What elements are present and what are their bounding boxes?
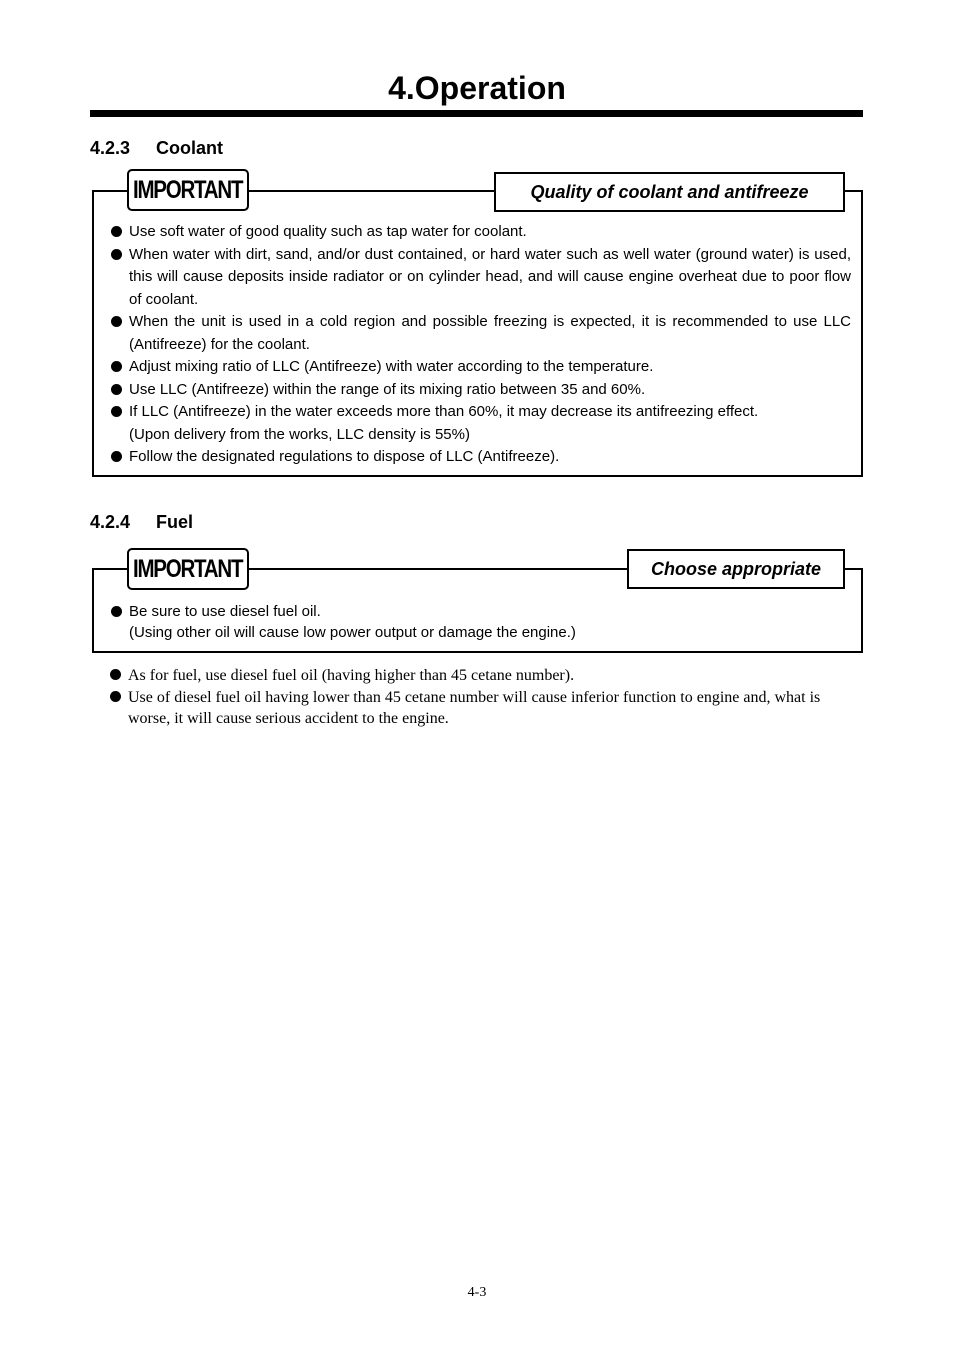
page-number: 4-3 xyxy=(467,1285,487,1300)
list-item: As for fuel, use diesel fuel oil (having higher than 45 cetane number). xyxy=(109,665,857,687)
important-tag-coolant: Quality of coolant and antifreeze xyxy=(494,172,845,212)
list-item xyxy=(110,401,851,446)
list-item-note: (Using other oil will cause low power output or damage the engine.) xyxy=(129,624,576,641)
list-item: Use of diesel fuel oil having lower than 45 cetane number will cause inferior function to engine and, what is worse, it will cause serious accident to the engine. xyxy=(109,687,857,730)
list-item-text: If LLC (Antifreeze) in the water exceeds more than 60%, it may decrease its antifreezing effect. xyxy=(129,403,759,420)
title-rule xyxy=(90,110,863,117)
list-item-text: Be sure to use diesel fuel oil. xyxy=(129,603,321,620)
important-badge xyxy=(127,548,249,590)
important-list-coolant xyxy=(110,221,851,469)
section-title: Coolant xyxy=(156,138,223,158)
section-number: 4.2.4 xyxy=(90,512,131,532)
list-item: When the unit is used in a cold region and possible freezing is expected, it is recommended to use LLC (Antifreeze) for the coolant. xyxy=(110,311,851,356)
section-heading-fuel xyxy=(90,512,193,533)
section-number: 4.2.3 xyxy=(90,138,131,158)
list-item: Use LLC (Antifreeze) within the range of its mixing ratio between 35 and 60%. xyxy=(110,379,851,402)
list-item: When water with dirt, sand, and/or dust contained, or hard water such as well water (ground water) is used, this will cause deposits inside radiator or on cylinder head, and will cause engine overheat due to poor flow of coolant. xyxy=(110,244,851,312)
list-item: Adjust mixing ratio of LLC (Antifreeze) with water according to the temperature. xyxy=(110,356,851,379)
important-badge-label: IMPORTANT xyxy=(133,175,243,204)
important-list-fuel xyxy=(110,601,851,643)
important-badge-label: IMPORTANT xyxy=(133,554,243,583)
important-badge xyxy=(127,169,249,211)
section-title: Fuel xyxy=(156,512,194,532)
list-item: Use soft water of good quality such as tap water for coolant. xyxy=(110,221,851,244)
important-tag-fuel: Choose appropriate xyxy=(627,549,845,589)
list-item: Follow the designated regulations to dispose of LLC (Antifreeze). xyxy=(110,446,851,469)
fuel-body-list xyxy=(109,665,857,730)
section-heading-coolant xyxy=(90,138,223,159)
list-item-note: (Upon delivery from the works, LLC density is 55%) xyxy=(129,425,470,443)
list-item xyxy=(110,601,851,643)
important-box-coolant xyxy=(92,190,863,477)
chapter-title: 4.Operation xyxy=(388,70,566,106)
